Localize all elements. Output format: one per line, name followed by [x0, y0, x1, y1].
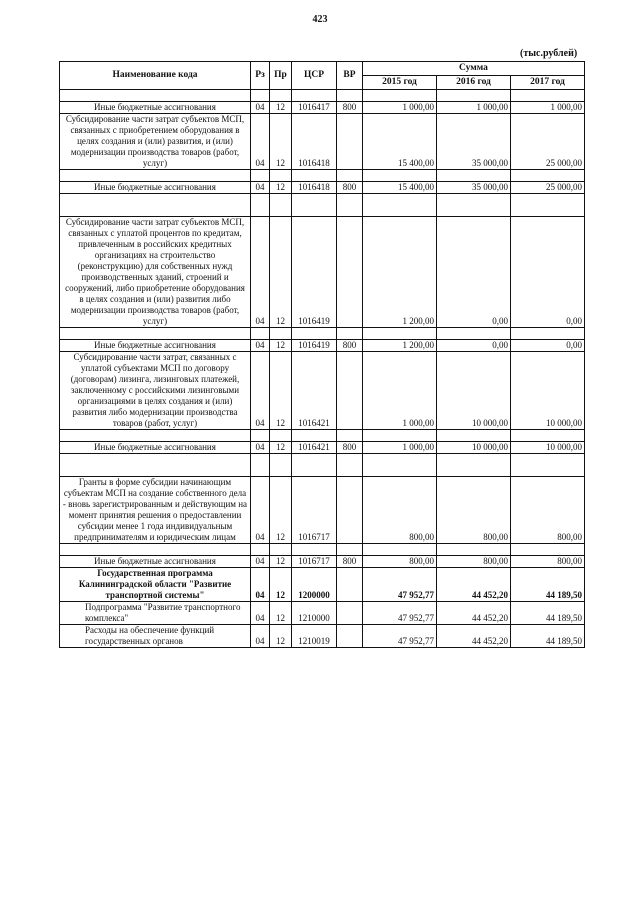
row-2015: 47 952,77: [363, 602, 437, 625]
row-vr: 800: [337, 102, 363, 114]
header-2016: 2016 год: [437, 76, 511, 90]
row-2016: 0,00: [437, 217, 511, 328]
row-csr: 1210000: [292, 602, 337, 625]
row-2017: 25 000,00: [511, 114, 585, 170]
row-2017: 800,00: [511, 556, 585, 568]
row-rz: 04: [251, 477, 270, 544]
row-2017: 10 000,00: [511, 442, 585, 454]
row-csr: 1016418: [292, 182, 337, 194]
row-rz: 04: [251, 114, 270, 170]
row-rz: 04: [251, 625, 270, 648]
row-name: Гранты в форме субсидии начинающим субъектам МСП на создание собственного дела - вновь зарегистрированным и действующим на момент принятия решения о предоставлении субсидии менее 1 года индивидуальным предпринимателям и юридическим лицам: [60, 477, 251, 544]
row-csr: 1016717: [292, 477, 337, 544]
table-row: [60, 102, 585, 114]
table-row: [60, 182, 585, 194]
table-row: [60, 114, 585, 170]
row-2015: 47 952,77: [363, 625, 437, 648]
row-rz: 04: [251, 352, 270, 430]
row-vr: [337, 602, 363, 625]
row-2016: 44 452,20: [437, 625, 511, 648]
row-pr: 12: [270, 352, 292, 430]
row-vr: [337, 114, 363, 170]
row-rz: 04: [251, 340, 270, 352]
row-csr: 1200000: [292, 568, 337, 602]
row-csr: 1016421: [292, 352, 337, 430]
table-row: [60, 340, 585, 352]
table-row: [60, 625, 585, 648]
row-2016: 800,00: [437, 556, 511, 568]
table-row: [60, 442, 585, 454]
header-rz: Рз: [251, 62, 270, 90]
row-vr: [337, 625, 363, 648]
row-vr: 800: [337, 340, 363, 352]
page-number: 423: [312, 14, 328, 25]
header-pr: Пр: [270, 62, 292, 90]
table-row: [60, 602, 585, 625]
table-row: [60, 352, 585, 430]
header-csr: ЦСР: [292, 62, 337, 90]
budget-table: [59, 61, 585, 648]
row-name: Субсидирование части затрат субъектов МСП, связанных с уплатой процентов по кредитам, привлеченным в российских кредитных организациях на строительство (реконструкцию) для собственных нужд производственных зданий, строений и сооружений, либо приобретение оборудования в целях создания и (или) развития либо модернизации производства товаров (работ, услуг): [60, 217, 251, 328]
row-rz: 04: [251, 442, 270, 454]
header-sum: Сумма: [363, 62, 585, 76]
row-rz: 04: [251, 102, 270, 114]
row-2017: 44 189,50: [511, 568, 585, 602]
row-2015: 47 952,77: [363, 568, 437, 602]
row-rz: 04: [251, 182, 270, 194]
row-name: Подпрограмма "Развитие транспортного комплекса": [60, 602, 251, 625]
row-name: Иные бюджетные ассигнования: [60, 182, 251, 194]
row-pr: 12: [270, 182, 292, 194]
table-row: [60, 556, 585, 568]
row-pr: 12: [270, 602, 292, 625]
row-name: Иные бюджетные ассигнования: [60, 102, 251, 114]
table-row: [60, 217, 585, 328]
header-name: Наименование кода: [60, 62, 251, 90]
row-pr: 12: [270, 568, 292, 602]
row-vr: 800: [337, 182, 363, 194]
row-rz: 04: [251, 568, 270, 602]
row-csr: 1016421: [292, 442, 337, 454]
row-csr: 1016418: [292, 114, 337, 170]
row-name: Иные бюджетные ассигнования: [60, 556, 251, 568]
row-csr: 1016417: [292, 102, 337, 114]
row-csr: 1016717: [292, 556, 337, 568]
row-vr: [337, 477, 363, 544]
units-label: (тыс.рублей): [520, 48, 578, 59]
row-vr: 800: [337, 556, 363, 568]
row-pr: 12: [270, 340, 292, 352]
table-row: [60, 568, 585, 602]
table-row: [60, 477, 585, 544]
row-2017: 0,00: [511, 217, 585, 328]
header-2015: 2015 год: [363, 76, 437, 90]
row-name: Субсидирование части затрат субъектов МСП, связанных с приобретением оборудования в целях создания и (или) развития, и (или) модернизации производства товаров (работ, услуг): [60, 114, 251, 170]
row-2017: 0,00: [511, 340, 585, 352]
row-vr: 800: [337, 442, 363, 454]
row-pr: 12: [270, 217, 292, 328]
row-2017: 800,00: [511, 477, 585, 544]
row-name: Иные бюджетные ассигнования: [60, 442, 251, 454]
row-2016: 0,00: [437, 340, 511, 352]
row-2016: 800,00: [437, 477, 511, 544]
row-2017: 44 189,50: [511, 602, 585, 625]
row-2015: 15 400,00: [363, 182, 437, 194]
row-2017: 25 000,00: [511, 182, 585, 194]
row-2015: 1 200,00: [363, 340, 437, 352]
row-name: Иные бюджетные ассигнования: [60, 340, 251, 352]
row-csr: 1016419: [292, 217, 337, 328]
row-2017: 1 000,00: [511, 102, 585, 114]
row-name: Государственная программа Калининградской области "Развитие транспортной системы": [60, 568, 251, 602]
row-vr: [337, 352, 363, 430]
row-2016: 1 000,00: [437, 102, 511, 114]
row-2015: 800,00: [363, 477, 437, 544]
row-2016: 35 000,00: [437, 114, 511, 170]
row-2016: 10 000,00: [437, 442, 511, 454]
row-2016: 10 000,00: [437, 352, 511, 430]
row-2015: 1 000,00: [363, 352, 437, 430]
row-2016: 44 452,20: [437, 602, 511, 625]
row-rz: 04: [251, 602, 270, 625]
row-2015: 800,00: [363, 556, 437, 568]
row-rz: 04: [251, 556, 270, 568]
row-2015: 1 200,00: [363, 217, 437, 328]
row-vr: [337, 568, 363, 602]
row-pr: 12: [270, 114, 292, 170]
row-pr: 12: [270, 442, 292, 454]
row-name: Субсидирование части затрат, связанных с уплатой субъектами МСП по договору (договорам) лизинга, лизинговых платежей, заключенному с российскими лизинговыми организациями в целях создания и (или) развития либо модернизации производства товаров (работ, услуг): [60, 352, 251, 430]
row-csr: 1016419: [292, 340, 337, 352]
row-csr: 1210019: [292, 625, 337, 648]
row-pr: 12: [270, 477, 292, 544]
row-name: Расходы на обеспечение функций государственных органов: [60, 625, 251, 648]
row-pr: 12: [270, 102, 292, 114]
row-2015: 15 400,00: [363, 114, 437, 170]
header-2017: 2017 год: [511, 76, 585, 90]
row-rz: 04: [251, 217, 270, 328]
row-2016: 44 452,20: [437, 568, 511, 602]
row-pr: 12: [270, 556, 292, 568]
row-pr: 12: [270, 625, 292, 648]
row-2017: 10 000,00: [511, 352, 585, 430]
header-vr: ВР: [337, 62, 363, 90]
row-2015: 1 000,00: [363, 442, 437, 454]
row-vr: [337, 217, 363, 328]
row-2015: 1 000,00: [363, 102, 437, 114]
row-2017: 44 189,50: [511, 625, 585, 648]
row-2016: 35 000,00: [437, 182, 511, 194]
